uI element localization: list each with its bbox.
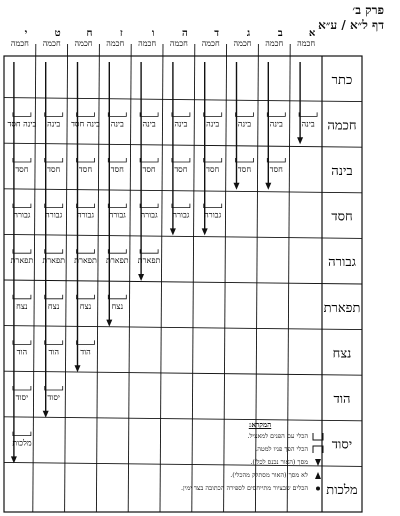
column-label: חכמה <box>297 39 316 48</box>
cell-label: יסוד <box>47 393 60 402</box>
row-divider <box>4 189 362 193</box>
column-letter: ז <box>119 28 123 39</box>
cell-label: הוד <box>16 347 28 357</box>
cell-label: בינה <box>237 119 252 129</box>
vessel-facing-up-icon <box>140 158 158 162</box>
cell-label: גבורה <box>76 210 95 220</box>
vessel-facing-up-icon <box>77 204 95 208</box>
row-label: גבורה <box>328 255 356 271</box>
cell-label: גבורה <box>13 210 31 220</box>
legend-item-label: הכלי עם הפנים למאציל. <box>247 432 308 440</box>
column-divider <box>96 44 99 512</box>
cell-label: הוד <box>48 347 59 357</box>
chapter-heading: פרק ב׳ <box>352 3 384 17</box>
arrow-down-icon <box>75 365 81 372</box>
dot-icon <box>312 484 324 493</box>
cell-label: גבורה <box>140 210 158 220</box>
vessel-facing-up-icon <box>108 249 126 253</box>
vessel-facing-up-icon <box>77 112 95 116</box>
vessel-facing-up-icon <box>13 249 31 253</box>
cell-label: חסד <box>237 165 252 174</box>
legend <box>180 418 324 506</box>
row-label: תפארת <box>323 300 361 316</box>
vessel-facing-up-icon <box>45 158 63 162</box>
cell-label: גבורה <box>108 210 126 220</box>
vessel-facing-up-icon <box>45 112 63 116</box>
row-divider <box>4 143 362 147</box>
legend-item-label: הכלים שבציור מתייחסים לספירה הכתובה בצד ימין. <box>180 484 308 492</box>
cell-label: תפארת <box>105 256 129 266</box>
row-divider <box>4 371 362 375</box>
vessel-facing-up-icon <box>108 295 126 299</box>
arrow-down-icon <box>312 458 324 467</box>
legend-item-label: מסך (האור נכנס לכלי). <box>250 458 308 466</box>
vessel-facing-up-icon <box>267 158 285 162</box>
vessel-facing-up-icon <box>77 295 95 299</box>
column-label: חכמה <box>265 39 284 48</box>
column-divider <box>160 44 163 512</box>
column-letter: ח <box>86 28 93 39</box>
cell-label: יסוד <box>15 393 29 402</box>
legend-item-facing-down <box>196 443 324 456</box>
column-letter: ב <box>277 28 283 39</box>
cell-label: הוד <box>80 347 91 357</box>
vessel-facing-up-icon <box>204 158 222 162</box>
row-label: חסד <box>331 209 353 225</box>
vessel-facing-up-icon <box>77 249 95 253</box>
vessel-facing-up-icon <box>108 204 126 208</box>
arrow-down-icon <box>106 320 112 327</box>
vessel-facing-up-icon <box>77 340 95 344</box>
cell-label: גבורה <box>172 210 190 220</box>
vessel-facing-up-icon <box>13 158 31 162</box>
vessel-facing-up-icon <box>299 112 317 116</box>
cell-label: תפארת <box>10 256 34 266</box>
vessel-facing-up-icon <box>45 295 63 299</box>
row-label: הוד <box>333 392 351 407</box>
cell-label: נצח <box>111 301 124 311</box>
column-letter: ט <box>54 28 61 39</box>
column-divider <box>65 44 68 512</box>
cell-label: חסד <box>110 165 124 174</box>
vessel-facing-up-icon <box>236 158 254 162</box>
arrow-down-icon <box>297 137 303 144</box>
vessel-facing-up-icon <box>13 386 31 390</box>
column-divider <box>192 44 195 512</box>
cell-label: גבורה <box>204 210 222 220</box>
legend-item-label: הכלי הפך פניו למטה. <box>255 445 308 453</box>
vessel-facing-up-icon <box>108 112 126 116</box>
cell-label: בינה חסד <box>71 119 100 129</box>
column-divider <box>128 44 131 512</box>
cell-label: תפארת <box>74 256 97 266</box>
vessel-facing-up-icon <box>13 112 31 116</box>
cell-label: גבורה <box>45 210 63 220</box>
vessel-facing-up-icon <box>45 340 63 344</box>
arrow-down-icon <box>234 183 240 190</box>
vessel-facing-up-icon <box>77 158 95 162</box>
column-letter: ד <box>214 28 220 39</box>
cell-label: חסד <box>206 165 220 174</box>
legend-title: המקרא: <box>248 420 272 429</box>
column-letter: ו <box>151 28 155 39</box>
arrow-up-icon <box>312 471 324 480</box>
cell-label: בינה <box>301 119 315 129</box>
row-label: כתר <box>331 72 353 88</box>
legend-item-note <box>180 482 324 495</box>
cell-label: חסד <box>78 165 93 174</box>
vessel-facing-up-icon <box>172 112 190 116</box>
row-label: נצח <box>332 346 352 362</box>
vessel-facing-up-icon <box>140 112 158 116</box>
vessel-facing-up-icon <box>45 249 63 253</box>
vessel-facing-up-icon <box>140 204 158 208</box>
row-divider <box>4 280 362 284</box>
cell-label: בינה <box>47 119 61 129</box>
legend-item-screen <box>196 456 324 469</box>
vessel-facing-up-icon <box>13 204 31 208</box>
vessel-facing-up-icon <box>45 204 63 208</box>
cell-label: חסד <box>47 165 61 174</box>
row-label: מלכות <box>326 483 358 499</box>
arrow-down-icon <box>170 228 176 235</box>
cell-label: בינה חסד <box>7 119 37 129</box>
cell-label: תפארת <box>42 256 66 266</box>
vessel-facing-up-icon <box>204 204 222 208</box>
row-label: חכמה <box>327 118 357 134</box>
cell-label: חסד <box>142 165 156 174</box>
vessel-facing-up-icon <box>13 340 31 344</box>
column-label: חכמה <box>74 39 93 48</box>
cell-label: בינה <box>269 119 283 129</box>
row-divider <box>4 234 362 238</box>
vessel-facing-down-icon <box>312 445 324 454</box>
column-label: חכמה <box>138 39 157 48</box>
arrow-down-icon <box>43 411 49 418</box>
vessel-facing-up-icon <box>13 432 31 436</box>
vessel-facing-up-icon <box>236 112 254 116</box>
arrow-down-icon <box>265 183 271 190</box>
legend-item-no-screen <box>196 469 324 482</box>
legend-item-label: לא מסך (האור מסתלק מהכלי). <box>230 471 308 479</box>
column-label: חכמה <box>201 39 220 48</box>
vessel-facing-up-icon <box>204 112 222 116</box>
page-reference: דף ל״א / ע״א <box>318 18 384 32</box>
column-letter: ה <box>182 28 188 39</box>
cell-label: נצח <box>47 301 60 311</box>
row-divider <box>4 98 362 102</box>
column-label: חכמה <box>233 39 252 48</box>
column-letter: י <box>24 28 28 39</box>
cell-label: מלכות <box>12 438 32 448</box>
row-divider <box>4 326 362 330</box>
cell-label: נצח <box>16 301 28 311</box>
cell-label: חסד <box>174 165 188 174</box>
cell-label: בינה <box>174 119 188 129</box>
row-label: יסוד <box>331 437 353 453</box>
cell-label: חסד <box>269 165 283 174</box>
cell-label: חסד <box>15 165 29 174</box>
column-letter: א <box>308 28 316 39</box>
column-divider <box>33 44 36 512</box>
vessel-facing-up-icon <box>172 204 190 208</box>
vessel-facing-up-icon <box>312 432 324 441</box>
column-label: חכמה <box>42 39 61 48</box>
vessel-facing-up-icon <box>140 249 158 253</box>
cell-label: נצח <box>79 301 92 311</box>
cell-label: בינה <box>206 119 220 129</box>
cell-label: תפארת <box>137 256 161 266</box>
row-label: בינה <box>331 164 353 179</box>
column-label: חכמה <box>10 39 29 48</box>
vessel-facing-up-icon <box>13 295 31 299</box>
vessel-facing-up-icon <box>108 158 126 162</box>
arrow-down-icon <box>138 274 144 281</box>
vessel-facing-up-icon <box>172 158 190 162</box>
legend-item-facing-up <box>196 430 324 443</box>
cell-label: בינה <box>142 119 156 129</box>
arrow-down-icon <box>202 228 208 235</box>
column-label: חכמה <box>106 39 125 48</box>
cell-label: בינה <box>110 119 124 129</box>
vessel-facing-up-icon <box>45 386 63 390</box>
column-letter: ג <box>246 28 251 39</box>
column-label: חכמה <box>169 39 188 48</box>
vessel-facing-up-icon <box>267 112 285 116</box>
